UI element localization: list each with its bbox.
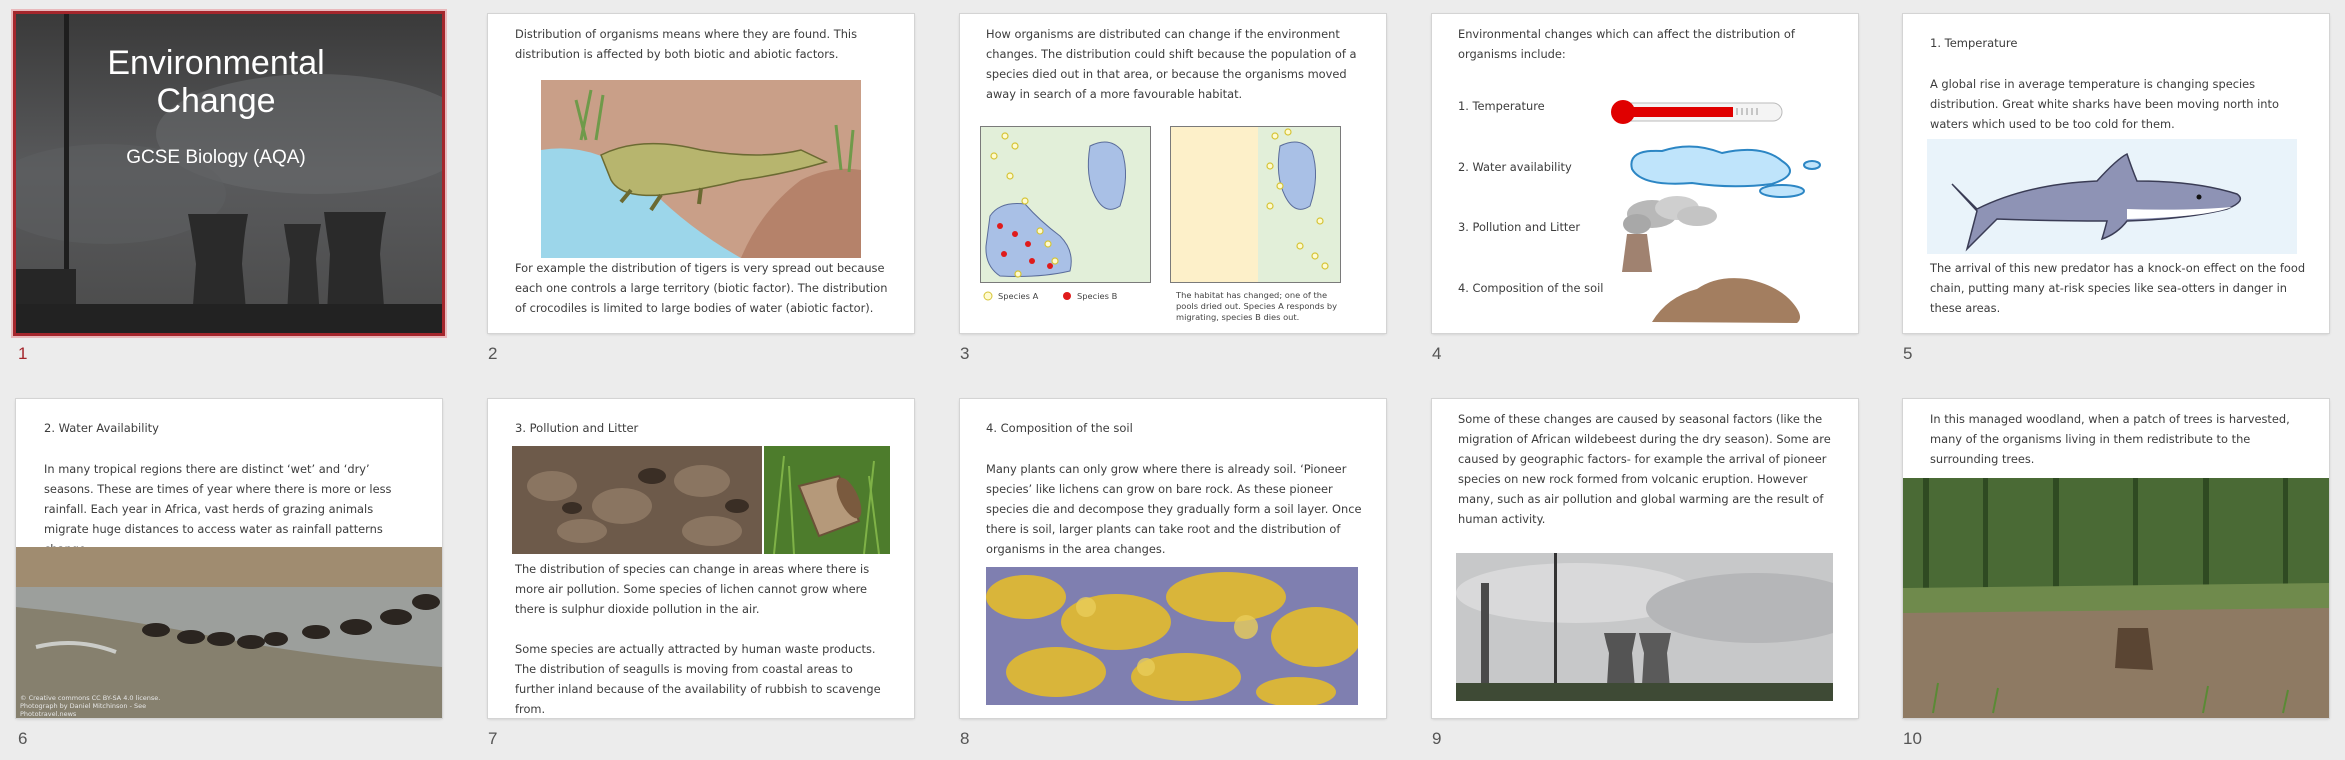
slide-number: 1 (18, 344, 28, 363)
list-item: 3. Pollution and Litter (1458, 220, 1581, 234)
slide-number: 8 (960, 729, 970, 748)
litter-photo (512, 446, 762, 554)
slide-heading: 4. Composition of the soil (986, 421, 1133, 435)
soil-mound-icon (1647, 267, 1807, 327)
slide-thumbnail-1[interactable] (16, 14, 442, 333)
list-item: 2. Water availability (1458, 160, 1572, 174)
slide-thumbnail-6[interactable] (16, 399, 442, 718)
slide-number: 6 (18, 729, 28, 748)
slide-thumbnail-7[interactable] (488, 399, 914, 718)
slide-thumbnail-9[interactable] (1432, 399, 1858, 718)
water-puddle-icon (1622, 139, 1822, 199)
slide-number: 3 (960, 344, 970, 363)
diagram-caption: The habitat has changed; one of the pools dried out. Species A responds by migrating, species B dies out. (1176, 290, 1338, 322)
slide-heading: 1. Temperature (1930, 36, 2018, 50)
wildebeest-photo (16, 547, 442, 718)
slide-thumbnail-2[interactable] (488, 14, 914, 333)
slide-heading: 2. Water Availability (44, 421, 159, 435)
slide-text: How organisms are distributed can change if the environment changes. The distribution could shift because the population of a species died out in that area, or because the organisms moved away in search of a more favourable habitat. (986, 27, 1357, 101)
list-item: 1. Temperature (1458, 99, 1545, 113)
slide-thumbnail-4[interactable] (1432, 14, 1858, 333)
slide-text: Distribution of organisms means where they are found. This distribution is affected by both biotic and abiotic factors. (515, 27, 858, 61)
slide-text: In this managed woodland, when a patch of trees is harvested, many of the organisms living in them redistribute to the surrounding trees. (1930, 412, 2290, 466)
legend-species-a: Species A (998, 291, 1039, 301)
slide-text: The distribution of species can change in areas where there is more air pollution. Some species of lichen cannot grow where there is sulphur dioxide pollution in the air. (515, 562, 870, 616)
power-station-photo (1456, 553, 1833, 701)
thermometer-icon (1607, 91, 1787, 131)
slide-number: 2 (488, 344, 498, 363)
lichen-photo (986, 567, 1358, 705)
habitat-before-diagram (980, 126, 1152, 284)
slide-number: 10 (1903, 729, 1922, 748)
slide-number: 7 (488, 729, 498, 748)
slide-title: Environmental Change (107, 44, 325, 120)
slide-text: Some species are actually attracted by human waste products. The distribution of seagulls is moving from coastal areas to further inland because of the availability of rubbish to scavenge from. (515, 642, 881, 716)
slide-text: A global rise in average temperature is changing species distribution. Great white sharks have been moving north into waters which used to be too cold for them. (1930, 77, 2279, 131)
slide-thumbnail-5[interactable] (1903, 14, 2329, 333)
photo-credit: © Creative commons CC BY-SA 4.0 license. Photograph by Daniel Mitchinson - See Phototravel.news (20, 694, 161, 718)
chimney-smoke-icon (1607, 194, 1727, 274)
crocodile-illustration (541, 80, 861, 258)
slide-number: 4 (1432, 344, 1442, 363)
species-b-legend-icon (1062, 291, 1072, 301)
woodland-photo (1903, 478, 2329, 718)
species-a-legend-icon (983, 291, 993, 301)
habitat-after-diagram (1170, 126, 1342, 284)
slide-heading: 3. Pollution and Litter (515, 421, 639, 435)
slide-text: In many tropical regions there are distinct ‘wet’ and ‘dry’ seasons. These are times of year where there is more or less rainfall. Each year in Africa, vast herds of grazing animals migrate huge distances to access water as rainfall patterns (44, 462, 392, 536)
slide-text: Some of these changes are caused by seasonal factors (like the migration of African wildebeest during the dry season). Some are caused by geographic factors- for example the arrival of pioneer species on new rock formed from volcanic eruption. However many, such as air pollution and global warming are the result of human activity. (1458, 412, 1831, 526)
list-item: 4. Composition of the soil (1458, 281, 1604, 295)
slide-text: Many plants can only grow where there is already soil. ‘Pioneer species’ like lichens can grow on bare rock. As these pioneer species die and decompose they gradually form a soil layer. Once there is soil, larger plants can take root and the distribution of organisms in the area changes. (986, 462, 1362, 556)
slide-number: 5 (1903, 344, 1913, 363)
shark-illustration (1927, 139, 2297, 254)
legend-species-b: Species B (1077, 291, 1118, 301)
slide-text: The arrival of this new predator has a knock-on effect on the food chain, putting many at-risk species like sea-otters in danger in these areas. (1930, 261, 2306, 315)
slide-thumbnail-3[interactable] (960, 14, 1386, 333)
slide-text: For example the distribution of tigers is very spread out because each one controls a large territory (biotic factor). The distribution of crocodiles is limited to large bodies of water (abiotic factor). (515, 261, 888, 315)
slide-number: 9 (1432, 729, 1442, 748)
slide-subtitle: GCSE Biology (AQA) (126, 147, 306, 168)
slide-thumbnail-8[interactable] (960, 399, 1386, 718)
discarded-cup-photo (764, 446, 890, 554)
slide-thumbnail-10[interactable] (1903, 399, 2329, 718)
slide-text: Environmental changes which can affect the distribution of organisms include: (1458, 27, 1795, 61)
